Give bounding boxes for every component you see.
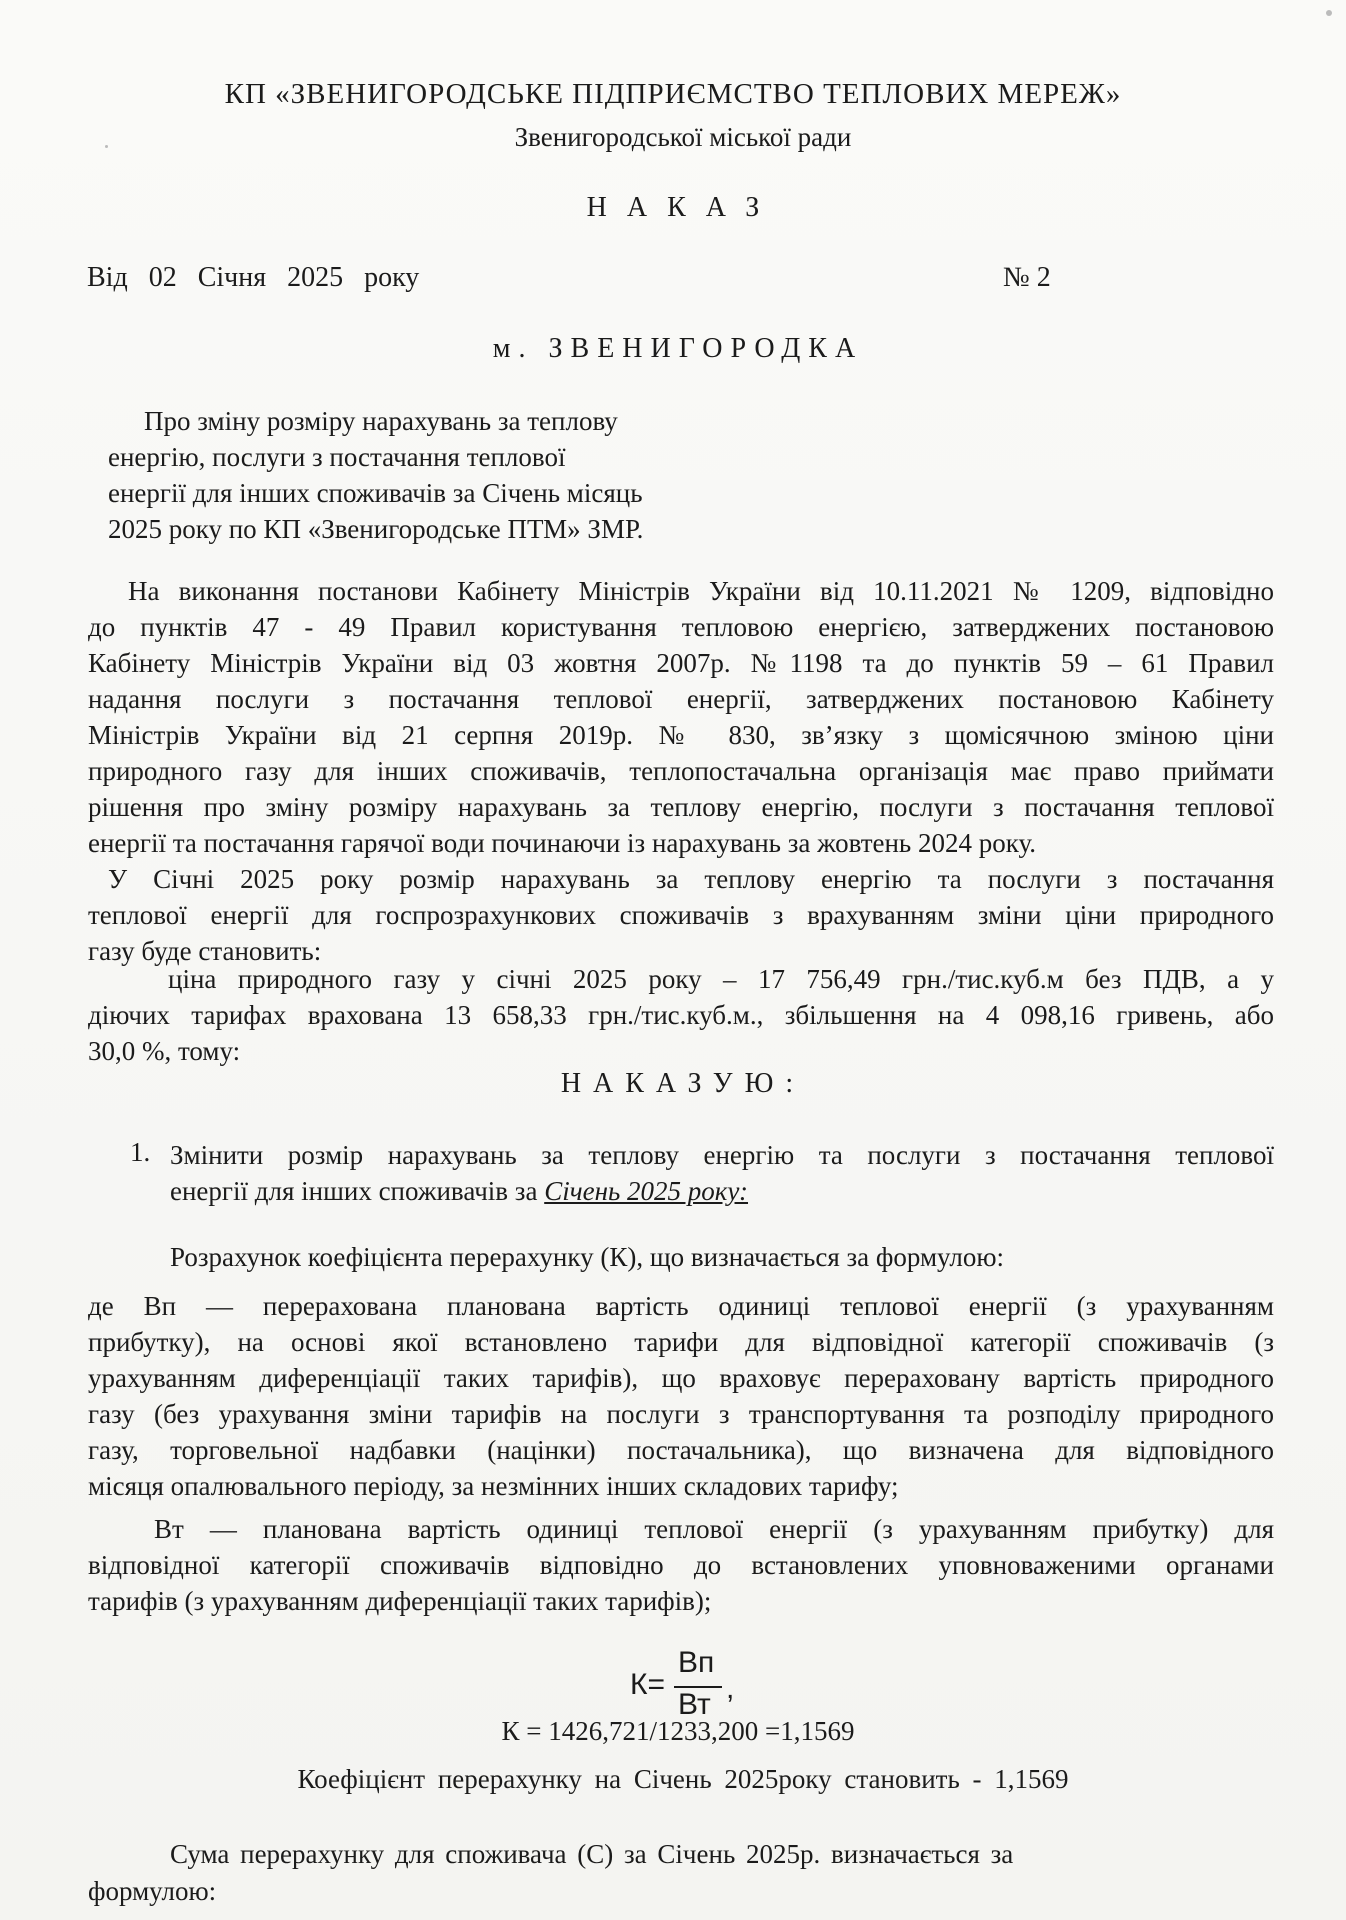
scan-dot-mark (105, 145, 108, 148)
definition-vt (88, 1511, 1274, 1619)
document-date: Від 02 Січня 2025 року (87, 262, 420, 293)
text-line: урахуванням диференціації таких тарифів), що враховує перераховану вартість природного (88, 1363, 1274, 1393)
text-line: На виконання постанови Кабінету Міністрів України від 10.11.2021 № 1209, відповідно (128, 576, 1274, 606)
item-period: Січень 2025 року: (544, 1176, 749, 1206)
formula-denominator: Вт (678, 1688, 711, 1721)
scan-hole-mark (1326, 10, 1332, 16)
text-line: 30,0 %, тому: (88, 1036, 241, 1066)
text-line: Кабінету Міністрів України від 03 жовтня 2007р. №1198 та до пунктів 59 – 61 Правил (88, 648, 1274, 678)
formula-comma: , (726, 1672, 735, 1705)
sum-intro: Сума перерахунку для споживача (С) за Січень 2025р. визначається за (170, 1839, 1014, 1869)
text-line: Вт — планована вартість одиниці теплової енергії (з урахуванням прибутку) для (154, 1514, 1274, 1544)
order-heading: НАКАЗУЮ: (560, 1068, 806, 1099)
text-line: відповідної категорії споживачів відповідно до встановлених уповноваженими органами (88, 1550, 1274, 1580)
text-line: У Січні 2025 року розмір нарахувань за теплову енергію та послуги з постачання (108, 864, 1274, 894)
coefficient-result: Коефіцієнт перерахунку на Січень 2025року становить - 1,1569 (297, 1764, 1069, 1794)
preamble-paragraph (88, 573, 1274, 861)
january-info-paragraph (88, 861, 1274, 969)
sum-intro-continued: формулою: (88, 1876, 217, 1906)
text-line: енергії та постачання гарячої води починаючи із нарахувань за жовтень 2024 року. (88, 828, 1037, 858)
document-title: НАКАЗ (586, 192, 780, 223)
definition-vp (88, 1288, 1274, 1504)
city-name: м. ЗВЕНИГОРОДКА (492, 333, 864, 364)
text-line: до пунктів 47 - 49 Правил користування тепловою енергією, затверджених постановою (88, 612, 1274, 642)
formula-intro: Розрахунок коефіцієнта перерахунку (К), що визначається за формулою: (170, 1242, 1005, 1272)
order-item-1 (170, 1137, 1274, 1209)
item-number: 1. (130, 1137, 151, 1167)
subject-line: енергію, послуги з постачання теплової (108, 442, 566, 472)
text-line: природного газу для інших споживачів, теплопостачальна організація має право приймати (88, 756, 1274, 786)
text-line: теплової енергії для госпрозрахункових споживачів з врахуванням зміни ціни природного (88, 900, 1274, 930)
text-line: місяця опалювального періоду, за незмінних інших складових тарифу; (88, 1471, 899, 1501)
text-line: де Вп — перерахована планована вартість одиниці теплової енергії (з урахуванням (88, 1291, 1274, 1321)
text-line: надання послуги з постачання теплової енергії, затверджених постановою Кабінету (88, 684, 1274, 714)
council-name: Звенигородської міської ради (514, 122, 852, 152)
text-line: ціна природного газу у січні 2025 року – 17 756,49 грн./тис.куб.м без ПДВ, а у (168, 964, 1274, 994)
item-text: енергії для інших споживачів за (170, 1176, 545, 1206)
text-line (170, 1173, 1274, 1209)
text-line: прибутку), на основі якої встановлено тарифи для відповідної категорії споживачів (з (88, 1327, 1274, 1357)
formula-k: К= (630, 1668, 665, 1701)
subject-line: енергії для інших споживачів за Січень місяць (108, 478, 643, 508)
coefficient-calculation: К = 1426,721/1233,200 =1,1569 (501, 1716, 855, 1746)
text-line: діючих тарифах врахована 13 658,33 грн./тис.куб.м., збільшення на 4 098,16 гривень, або (88, 1000, 1274, 1030)
gas-price-paragraph (88, 961, 1274, 1069)
text-line: тарифів (з урахуванням диференціації таких тарифів); (88, 1586, 712, 1616)
organization-name: КП «ЗВЕНИГОРОДСЬКЕ ПІДПРИЄМСТВО ТЕПЛОВИХ МЕРЕЖ» (224, 78, 1122, 110)
coefficient-formula (630, 1646, 735, 1726)
text-line: рішення про зміну розміру нарахувань за теплову енергію, послуги з постачання теплової (88, 792, 1274, 822)
subject-line: Про зміну розміру нарахувань за теплову (144, 406, 618, 436)
text-line: Міністрів України від 21 серпня 2019р. № 830, зв’язку з щомісячною зміною ціни (88, 720, 1274, 750)
text-line: газу, торговельної надбавки (націнки) постачальника), що визначена для відповідного (88, 1435, 1274, 1465)
text-line: Змінити розмір нарахувань за теплову енергію та послуги з постачання теплової (170, 1140, 1274, 1170)
document-number: № 2 (1003, 262, 1051, 293)
text-line: газу буде становить: (88, 936, 322, 966)
text-line: газу (без урахування зміни тарифів на послуги з транспортування та розподілу природного (88, 1399, 1274, 1429)
formula-numerator: Вп (678, 1646, 715, 1679)
subject-line: 2025 року по КП «Звенигородське ПТМ» ЗМР. (108, 514, 644, 544)
order-subject (108, 403, 643, 547)
